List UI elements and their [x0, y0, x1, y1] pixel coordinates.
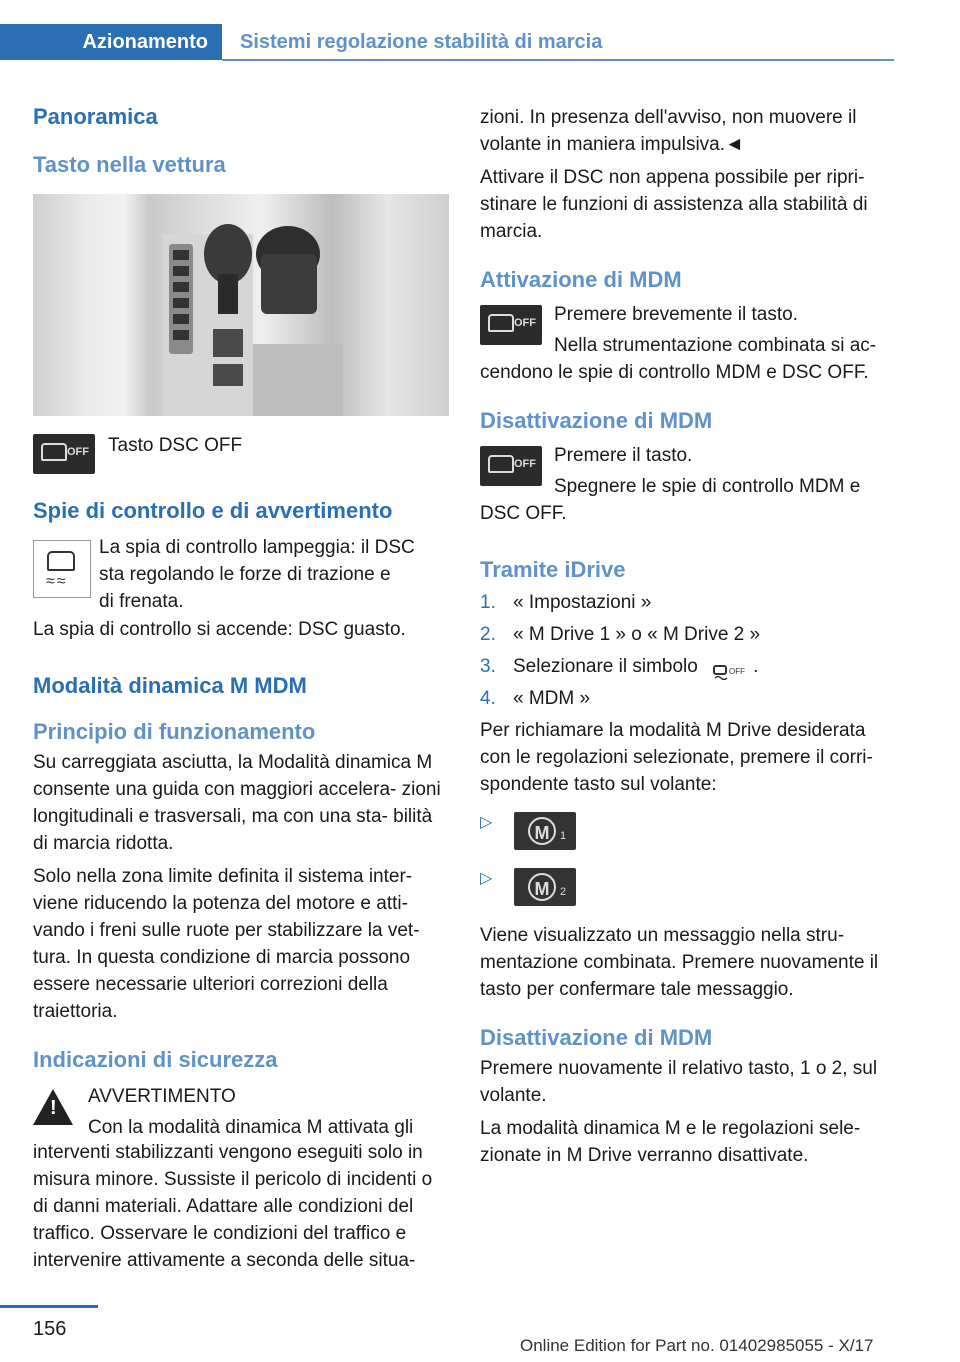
attivazione-line2: Nella strumentazione combinata si ac-: [554, 335, 877, 356]
m1-button-icon: M 1: [514, 812, 576, 850]
page-number: 156: [33, 1318, 67, 1340]
attivazione-line3: cendono le spie di controllo MDM e DSC OFF.: [480, 362, 869, 383]
svg-text:OFF: OFF: [729, 666, 746, 676]
heading-sicurezza: Indicazioni di sicurezza: [33, 1047, 278, 1072]
m2-button-icon: M 2: [514, 868, 576, 906]
right-column: [480, 104, 896, 1169]
idrive-steps-list: [480, 587, 896, 715]
tab-sistemi-regolazione[interactable]: Sistemi regolazione stabilità di marcia: [240, 31, 603, 53]
bullet-arrow-icon: ▷: [480, 814, 493, 831]
heading-attivazione-mdm: Attivazione di MDM: [480, 267, 682, 292]
dsc-off-icon: OFF: [480, 305, 542, 345]
spie-text-line3: di frenata.: [99, 591, 184, 612]
heading-tasto-vettura: Tasto nella vettura: [33, 152, 226, 177]
warning-line1: Con la modalità dinamica M attivata gli: [88, 1117, 414, 1138]
heading-panoramica: Panoramica: [33, 104, 158, 129]
page-header: [0, 0, 960, 62]
dsc-off-caption: Tasto DSC OFF: [108, 435, 243, 456]
left-column: [33, 98, 449, 1274]
center-console-photo: [33, 194, 449, 416]
richiamo-paragraph: Per richiamare la modalità M Drive desiderata con le regolazioni selezionate, premere il corri- spondente tasto sul volante:: [480, 720, 873, 795]
disattivazione-line2: Spegnere le spie di controllo MDM e: [554, 476, 861, 497]
m1-row: [480, 812, 896, 856]
tab-azionamento[interactable]: Azionamento: [0, 24, 222, 60]
warning-title: AVVERTIMENTO: [88, 1086, 236, 1107]
disattivazione-line3: DSC OFF.: [480, 503, 567, 524]
heading-spie: Spie di controllo e di avvertimento: [33, 498, 393, 523]
principio-paragraph1: Su carreggiata asciutta, la Modalità dinamica M consente una guida con maggiori accelera- zioni longitudinali e trasversali, ma con una sta- bilità di marcia ridotta.: [33, 752, 441, 854]
dsc-off-small-icon: [713, 659, 747, 675]
list-item: 3. Selezionare il simbolo OFF .: [480, 651, 896, 683]
continued-paragraph: zioni. In presenza dell'avviso, non muovere il volante in maniera impulsiva.◄: [480, 107, 857, 155]
list-item: 4. « MDM »: [480, 688, 591, 709]
list-item: 1. « Impostazioni »: [480, 592, 652, 613]
warning-paragraph: interventi stabilizzanti vengono eseguiti solo in misura minore. Sussiste il pericolo di incidenti o di danni materiali. Adattare alle condizioni del traffico. Osservare le condizioni del traffico e intervenire attivamente a seconda delle situa-: [33, 1142, 433, 1271]
edition-text: Online Edition for Part no. 01402985055 - X/17: [520, 1336, 874, 1355]
heading-principio: Principio di funzionamento: [33, 719, 316, 744]
heading-tramite-idrive: Tramite iDrive: [480, 557, 626, 582]
heading-disattivazione-mdm: Disattivazione di MDM: [480, 408, 713, 433]
footer-divider: [0, 1305, 98, 1308]
spie-text-guasto: La spia di controllo si accende: DSC guasto.: [33, 619, 406, 640]
spie-text-line2: sta regolando le forze di trazione e: [99, 564, 391, 585]
warning-triangle-icon: !: [33, 1089, 73, 1125]
spie-text-line1: La spia di controllo lampeggia: il DSC: [99, 537, 415, 558]
bullet-arrow-icon: ▷: [480, 870, 493, 887]
dsc-off-row: [33, 432, 449, 478]
dsc-warning-lamp-icon: ≈≈: [33, 540, 91, 598]
list-item: 2. « M Drive 1 » o « M Drive 2 »: [480, 624, 761, 645]
disattivazione2-paragraph1: Premere nuovamente il relativo tasto, 1 o 2, sul volante.: [480, 1058, 878, 1106]
disattivazione2-paragraph2: La modalità dinamica M e le regolazioni sele- zionate in M Drive verranno disattivate.: [480, 1118, 861, 1166]
dsc-off-icon: OFF: [480, 446, 542, 486]
heading-disattivazione-mdm-2: Disattivazione di MDM: [480, 1025, 713, 1050]
dsc-off-icon: OFF: [33, 434, 95, 474]
header-divider: [222, 59, 894, 61]
heading-mdm: Modalità dinamica M MDM: [33, 673, 307, 698]
attivare-dsc-paragraph: Attivare il DSC non appena possibile per ripri- stinare le funzioni di assistenza alla stabilità di marcia.: [480, 167, 868, 242]
visualizzato-paragraph: Viene visualizzato un messaggio nella stru- mentazione combinata. Premere nuovamente il tasto per confermare tale messaggio.: [480, 925, 879, 1000]
m2-row: [480, 868, 896, 912]
disattivazione-line1: Premere il tasto.: [554, 445, 693, 466]
principio-paragraph2: Solo nella zona limite definita il sistema inter- viene riducendo la potenza del motore e atti- vando i freni sulle ruote per stabilizzare la vet- tura. In questa condizione di marcia possono essere necessarie ulteriori correzioni della traiettoria.: [33, 866, 420, 1022]
attivazione-line1: Premere brevemente il tasto.: [554, 304, 798, 325]
